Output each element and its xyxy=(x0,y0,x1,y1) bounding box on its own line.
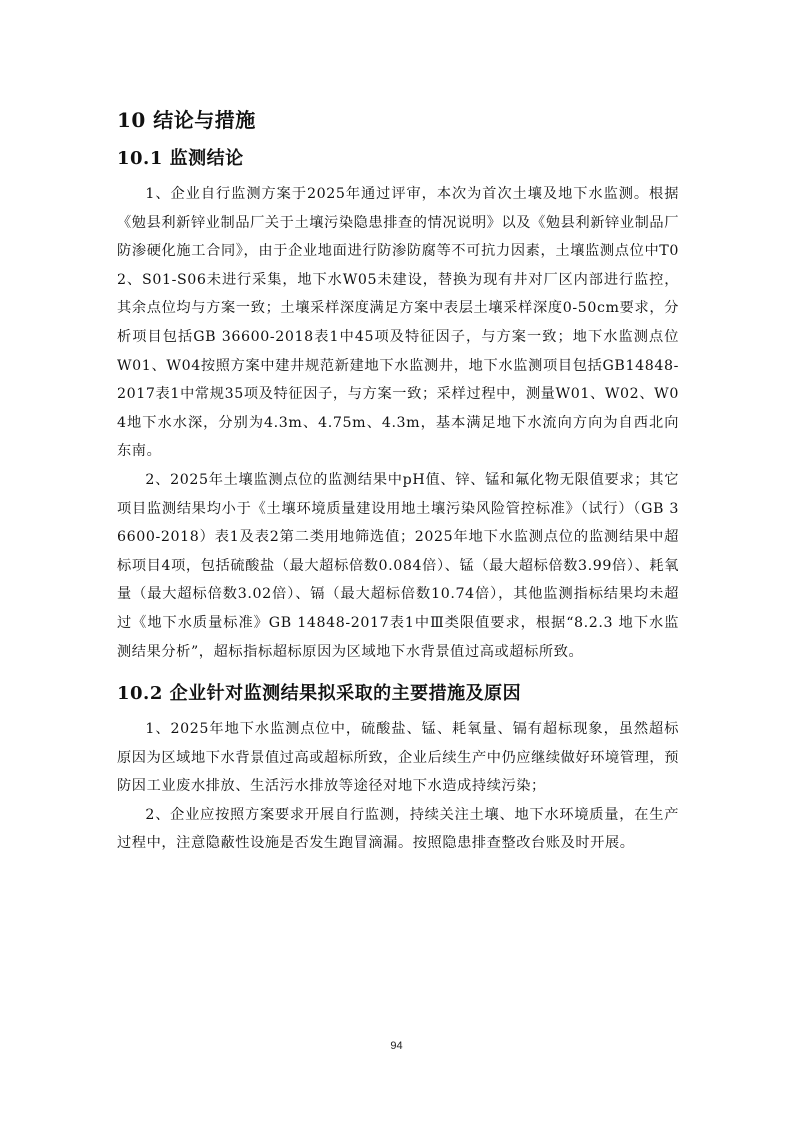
section-heading-monitoring-conclusion: 10.1 监测结论 xyxy=(117,148,244,169)
conclusion-paragraph-2: 2、2025年土壤监测点位的监测结果中pH值、锌、锰和氟化物无限值要求；其它项目监测结果均小于《土壤环境质量建设用地土壤污染风险管控标准》（试行）（GB 36600-2018）表1及表2第二类用地筛选值；2025年地下水监测点位的监测结果中超标项目4项，包括硫酸盐（最大超标倍数0.084倍）、锰（最大超标倍数3.99倍）、耗氧量（最大超标倍数3.02倍）、镉（最大超标倍数10.74倍），其他监测指标结果均未超过《地下水质量标准》GB 14848-2017表1中Ⅲ类限值要求，根据“8.2.3 地下水监测结果分析”，超标指标超标原因为区域地下水背景值过高或超标所致。 xyxy=(117,471,679,660)
conclusion-paragraph-1: 1、企业自行监测方案于2025年通过评审，本次为首次土壤及地下水监测。根据《勉县利新锌业制品厂关于土壤污染隐患排查的情况说明》以及《勉县利新锌业制品厂防渗硬化施工合同》，由于企业地面进行防渗防腐等不可抗力因素，土壤监测点位中T02、S01-S06未进行采集，地下水W05未建设，替换为现有井对厂区内部进行监控，其余点位均与方案一致；土壤采样深度满足方案中表层土壤采样深度0-50cm要求，分析项目包括GB 36600-2018表1中45项及特征因子，与方案一致；地下水监测点位W01、W04按照方案中建井规范新建地下水监测井，地下水监测项目包括GB14848-2017表1中常规35项及特征因子，与方案一致；采样过程中，测量W01、W02、W04地下水水深，分别为4.3m、4.75m、4.3m，基本满足地下水流向方向为自西北向东南。 xyxy=(117,186,679,460)
measures-paragraph-2: 2、企业应按照方案要求开展自行监测，持续关注土壤、地下水环境质量，在生产过程中，注意隐蔽性设施是否发生跑冒滴漏。按照隐患排查整改台账及时开展。 xyxy=(117,806,679,852)
chapter-title: 10 结论与措施 xyxy=(117,108,256,132)
page-body xyxy=(117,100,679,858)
page-number: 94 xyxy=(390,1040,403,1052)
measures-paragraph-1: 1、2025年地下水监测点位中，硫酸盐、锰、耗氧量、镉有超标现象，虽然超标原因为区域地下水背景值过高或超标所致，企业后续生产中仍应继续做好环境管理，预防因工业废水排放、生活污水排放等途径对地下水造成持续污染； xyxy=(117,721,679,795)
section-heading-measures: 10.2 企业针对监测结果拟采取的主要措施及原因 xyxy=(117,683,522,705)
